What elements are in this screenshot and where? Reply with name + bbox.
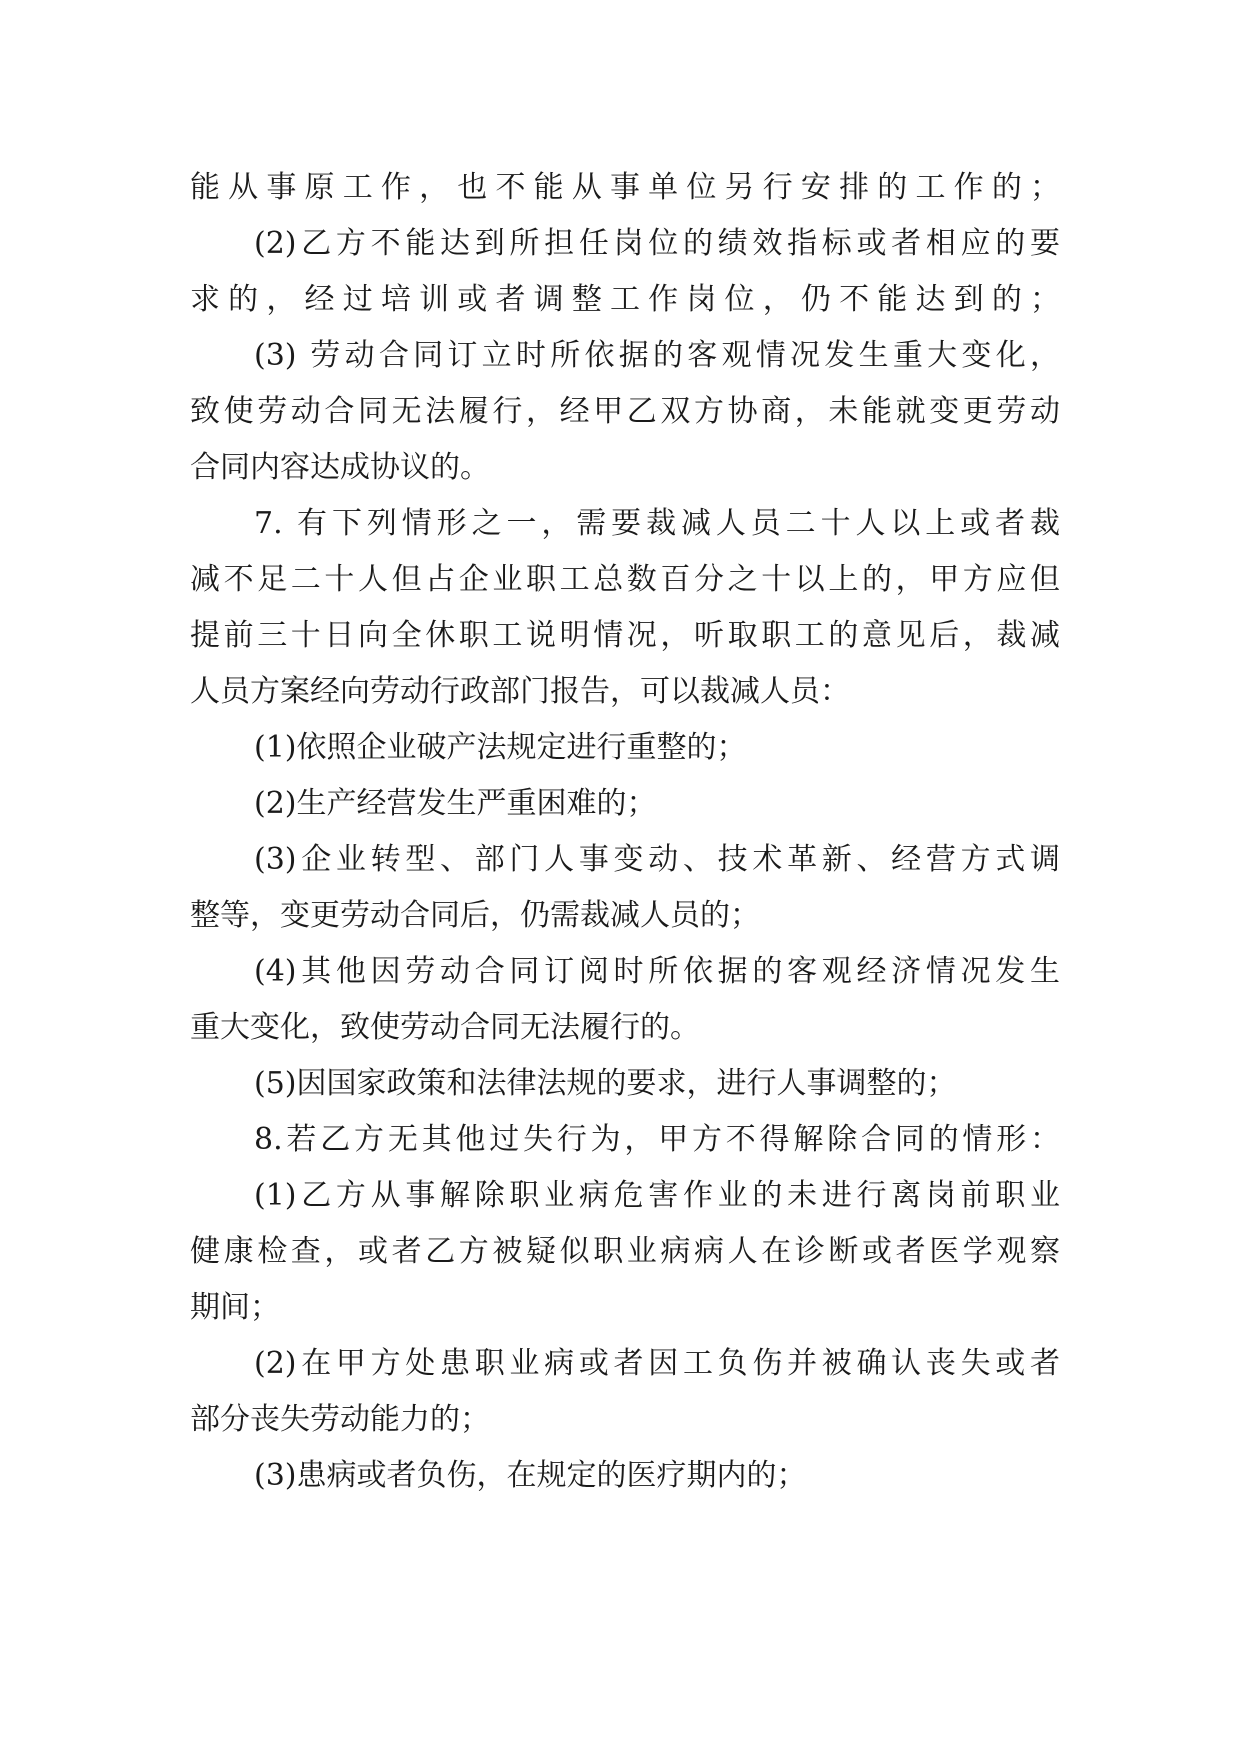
text-line: (1)乙方从事解除职业病危害作业的未进行离岗前职业 xyxy=(254,1178,1060,1213)
text-line: 减不足二十人但占企业职工总数百分之十以上的，甲方应但 xyxy=(190,562,1060,597)
document-body xyxy=(190,160,1060,1504)
text-line: 致使劳动合同无法履行，经甲乙双方协商，未能就变更劳动 xyxy=(190,394,1060,429)
text-line: (5)因国家政策和法律法规的要求，进行人事调整的； xyxy=(254,1066,957,1101)
text-line: 能从事原工作，也不能从事单位另行安排的工作的； xyxy=(190,170,1060,205)
text-line: 提前三十日向全休职工说明情况，听取职工的意见后，裁减 xyxy=(190,618,1060,653)
text-line: (3)企业转型、部门人事变动、技术革新、经营方式调 xyxy=(254,842,1060,877)
text-line: 8.若乙方无其他过失行为，甲方不得解除合同的情形： xyxy=(254,1122,1060,1157)
text-line: (1)依照企业破产法规定进行重整的； xyxy=(254,730,747,765)
text-line: 求的，经过培训或者调整工作岗位，仍不能达到的； xyxy=(190,282,1060,317)
text-line: 重大变化，致使劳动合同无法履行的。 xyxy=(190,1010,700,1045)
text-line: 人员方案经向劳动行政部门报告，可以裁减人员： xyxy=(190,674,850,709)
text-line: (3) 劳动合同订立时所依据的客观情况发生重大变化， xyxy=(254,338,1060,373)
text-line: 健康检查，或者乙方被疑似职业病病人在诊断或者医学观察 xyxy=(190,1234,1060,1269)
text-line: (2)在甲方处患职业病或者因工负伤并被确认丧失或者 xyxy=(254,1346,1060,1381)
text-line: (2)生产经营发生严重困难的； xyxy=(254,786,657,821)
text-line: (4)其他因劳动合同订阅时所依据的客观经济情况发生 xyxy=(254,954,1060,989)
text-line: (3)患病或者负伤，在规定的医疗期内的； xyxy=(254,1458,807,1493)
text-line: 部分丧失劳动能力的； xyxy=(190,1402,490,1437)
text-line: 整等，变更劳动合同后，仍需裁减人员的； xyxy=(190,898,760,933)
text-line: 7. 有下列情形之一，需要裁减人员二十人以上或者裁 xyxy=(254,506,1060,541)
text-line: (2)乙方不能达到所担任岗位的绩效指标或者相应的要 xyxy=(254,226,1060,261)
text-line: 期间； xyxy=(190,1290,280,1325)
text-line: 合同内容达成协议的。 xyxy=(190,450,490,485)
